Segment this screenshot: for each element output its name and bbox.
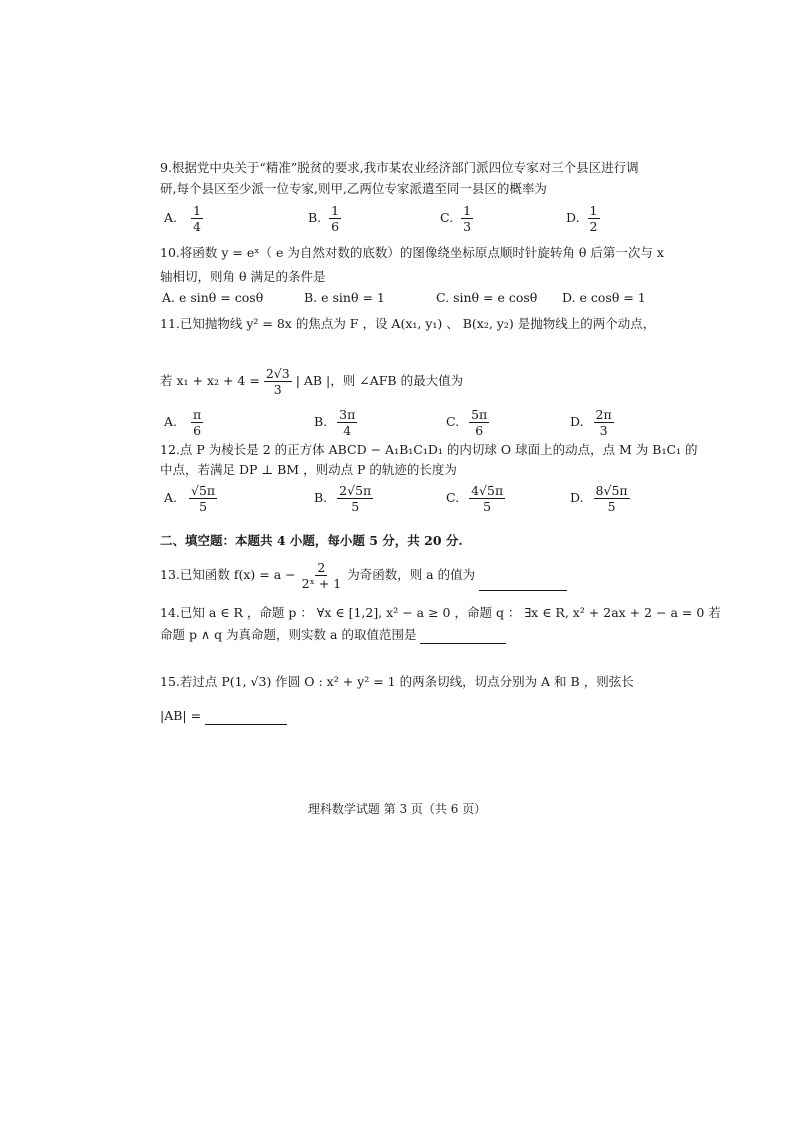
q13-line: 13.已知函数 f(x) = a − $\frac{2}{\text{2ˣ + 1}}$ 为奇函数，则 a 的值为 xyxy=(160,560,640,591)
q11-option-a: A. $\frac{\pi}{6}$ xyxy=(164,407,202,438)
q9-line1: 9.根据党中央关于“精准”脱贫的要求,我市某农业经济部门派四位专家对三个县区进行调 xyxy=(160,160,639,175)
q14-line2: 命题 p ∧ q 为真命题，则实数 a 的取值范围是 xyxy=(160,626,640,644)
q11-line2: 若 x₁ + x₂ + 4 = $\frac{2√3}{3}$ | AB |，则 ∠AFB 的最大值为 xyxy=(160,366,464,397)
q9-option-b: B. $\frac{1}{6}$ xyxy=(308,203,340,234)
q11-option-d: D. $\frac{2\pi}{3}$ xyxy=(570,407,612,438)
q9-option-d: D. $\frac{1}{2}$ xyxy=(566,203,598,234)
q9-option-a: A. $\frac{1}{4}$ xyxy=(164,203,201,234)
q10-option-b: B. e sinθ = 1 xyxy=(304,290,385,305)
q10-option-a: A. e sinθ = cosθ xyxy=(162,290,264,305)
section-fill-in-blanks-title: 二、填空题：本题共 4 小题，每小题 5 分，共 20 分. xyxy=(160,533,463,548)
q14-answer-blank xyxy=(420,629,506,644)
q15-answer-blank xyxy=(205,710,287,725)
q12-line1: 12.点 P 为棱长是 2 的正方体 ABCD − A₁B₁C₁D₁ 的内切球 O 球面上的动点，点 M 为 B₁C₁ 的 xyxy=(160,442,698,457)
q13-answer-blank xyxy=(479,576,567,591)
q10-line1: 10.将函数 y = eˣ（ e 为自然对数的底数）的图像绕坐标原点顺时针旋转角 θ 后第一次与 x xyxy=(160,245,664,260)
q11-line1: 11.已知抛物线 y² = 8x 的焦点为 F ，设 A(x₁, y₁) 、 B(x₂, y₂) 是抛物线上的两个动点， xyxy=(160,316,656,331)
q11-option-c: C. $\frac{5\pi}{6}$ xyxy=(446,407,488,438)
q9-line2: 研,每个县区至少派一位专家,则甲,乙两位专家派遣至同一县区的概率为 xyxy=(160,181,547,196)
q9-option-c: C. $\frac{1}{3}$ xyxy=(440,203,472,234)
q11-option-b: B. $\frac{3\pi}{4}$ xyxy=(314,407,356,438)
q10-line2: 轴相切，则角 θ 满足的条件是 xyxy=(160,269,326,284)
q12-option-a: A. $\frac{√5\pi}{5}$ xyxy=(164,483,216,514)
page-footer: 理科数学试题 第 3 页（共 6 页） xyxy=(307,802,487,816)
q12-option-b: B. $\frac{2√5\pi}{5}$ xyxy=(314,483,372,514)
q15-line2: |AB| = xyxy=(160,707,640,725)
q12-option-c: C. $\frac{4√5\pi}{5}$ xyxy=(446,483,504,514)
q14-line1: 14.已知 a ∈ R ，命题 p ： ∀x ∈ [1,2], x² − a ≥ 0 ，命题 q ： ∃x ∈ R, x² + 2ax + 2 − a = 0 若 xyxy=(160,605,721,620)
q15-line1: 15.若过点 P(1, √3) 作圆 O : x² + y² = 1 的两条切线，切点分别为 A 和 B ，则弦长 xyxy=(160,674,634,689)
q10-option-c: C. sinθ = e cosθ xyxy=(436,290,538,305)
q10-option-d: D. e cosθ = 1 xyxy=(562,290,646,305)
q12-option-d: D. $\frac{8√5\pi}{5}$ xyxy=(570,483,628,514)
q12-line2: 中点，若满足 DP ⊥ BM ，则动点 P 的轨迹的长度为 xyxy=(160,462,457,477)
